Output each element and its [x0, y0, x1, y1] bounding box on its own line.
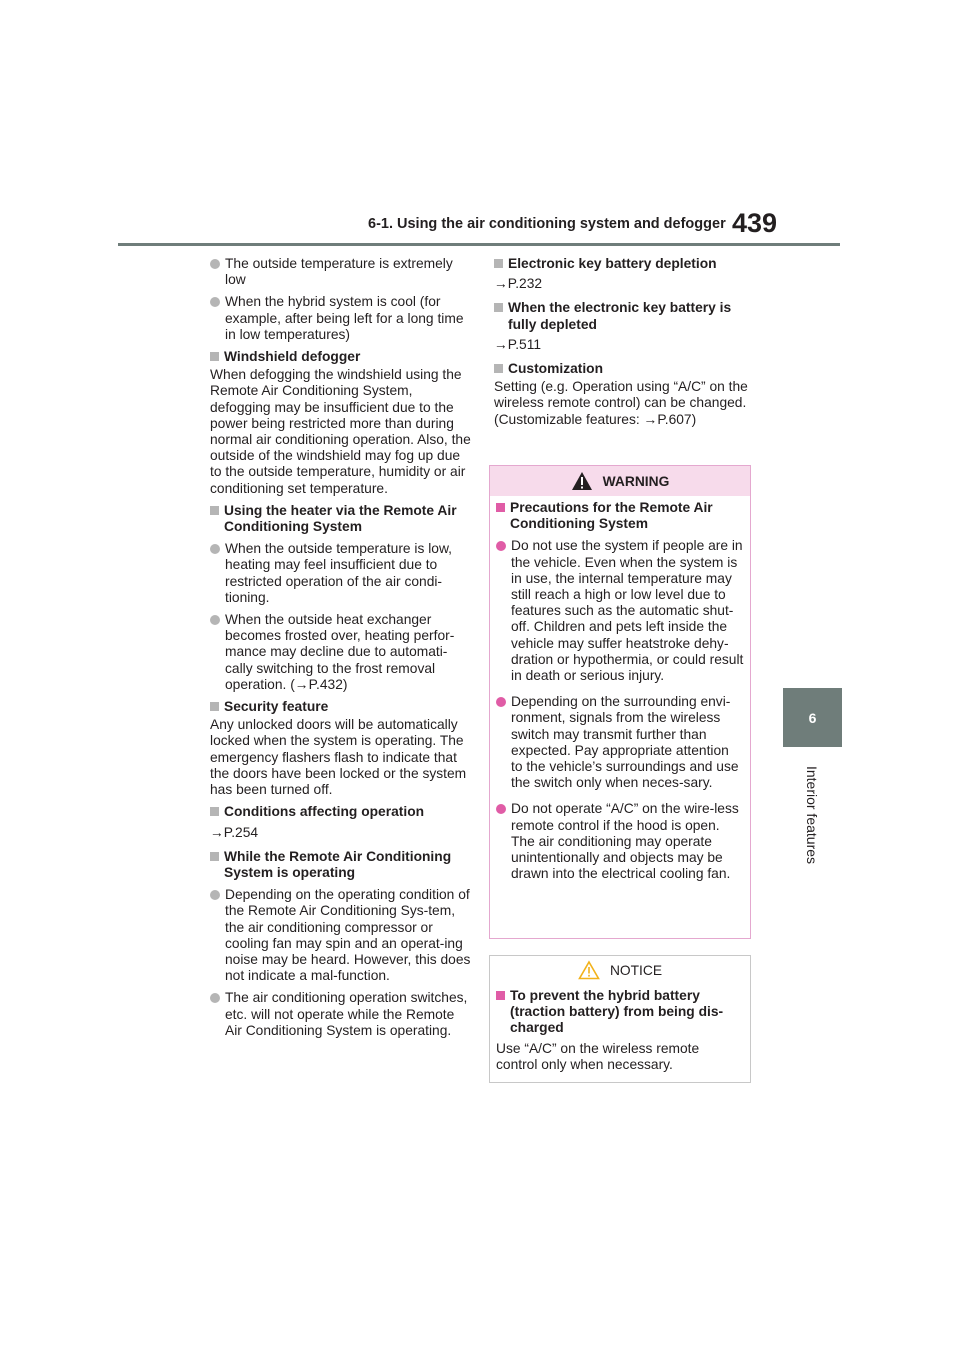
conditions-ref: →P.254 — [210, 824, 259, 840]
notice-text: Use “A/C” on the wireless remote control only when necessary. — [496, 1040, 700, 1072]
heater-heading: Using the heater via the Remote Air Conditioning System — [210, 503, 472, 535]
list-item: Do not operate “A/C” on the wire-less remote control if the hood is open. The air conditioning may operate unintentionally and objects may be drawn into the electrical cooling fan. — [496, 801, 744, 882]
left-column — [210, 256, 472, 1045]
chapter-number: 6 — [808, 709, 817, 726]
custom-heading: Customization — [494, 361, 750, 377]
battery-ref: →P.232 — [494, 276, 543, 292]
depleted-ref: →P.511 — [494, 336, 542, 352]
windshield-heading: Windshield defogger — [210, 349, 472, 365]
chapter-label: Interior features — [804, 765, 820, 865]
page-number: 439 — [732, 208, 778, 238]
list-item: The outside temperature is extremely low — [210, 256, 472, 288]
warning-header — [490, 466, 750, 496]
conditions-heading: Conditions affecting operation — [210, 804, 472, 820]
notice-heading: To prevent the hybrid battery (traction battery) from being dis-charged — [496, 988, 744, 1037]
section-title: 6-1. Using the air conditioning system and defogger — [368, 216, 726, 232]
notice-box — [489, 955, 751, 1083]
notice-body — [490, 984, 750, 1073]
list-item: The air conditioning operation switches, etc. will not operate while the Remote Air Conditioning System is operating. — [210, 990, 472, 1039]
warning-body — [490, 496, 750, 882]
warning-triangle-icon — [571, 471, 593, 491]
list-item: Depending on the operating condition of the Remote Air Conditioning Sys-tem, the air conditioning compressor or cooling fan may spin and an operat-ing noise may be heard. However, this does not indicate a mal-function. — [210, 887, 472, 984]
list-item: When the hybrid system is cool (for example, after being left for a long time in low temperatures) — [210, 294, 472, 343]
list-item: When the outside temperature is low, heating may feel insufficient due to restricted operation of the air condi-tioning. — [210, 541, 472, 606]
depleted-heading: When the electronic key battery is fully depleted — [494, 300, 750, 332]
warning-heading: Precautions for the Remote Air Conditioning System — [496, 500, 744, 532]
notice-title: NOTICE — [609, 962, 663, 978]
custom-text: Setting (e.g. Operation using “A/C” on the wireless remote control) can be changed. (Customizable features: →P.607) — [494, 379, 748, 427]
battery-heading: Electronic key battery depletion — [494, 256, 750, 272]
right-column — [494, 256, 750, 434]
warning-box — [489, 465, 751, 939]
list-item: Depending on the surrounding envi-ronment, signals from the wireless switch may transmit further than expected. Pay appropriate attention to the vehicle’s surroundings and use the switch only when neces-sary. — [496, 694, 744, 791]
warning-title: WARNING — [602, 473, 670, 489]
security-text: Any unlocked doors will be automatically locked when the system is operating. The emergency flashers flash to indicate that the doors have been locked or the system has been turned off. — [210, 717, 467, 798]
windshield-text: When defogging the windshield using the Remote Air Conditioning System, defogging may be insufficient due to the power being restricted more than during normal air conditioning operation. Also, the outside of the windshield may fog up due to the outside temperature, humidity or air conditioning set temperature. — [210, 367, 471, 496]
caution-triangle-icon — [578, 960, 600, 980]
while-heading: While the Remote Air Conditioning System is operating — [210, 849, 472, 881]
header-rule — [118, 243, 840, 246]
chapter-label-wrap — [802, 760, 822, 870]
list-item: When the outside heat exchanger becomes frosted over, heating perfor-mance may decline due to automati-cally switching to the frost removal operation. (→P.432) — [210, 612, 472, 693]
list-item: Do not use the system if people are in the vehicle. Even when the system is in use, the internal temperature may still reach a high or low level due to features such as the automatic shut-off. Children and pets left inside the vehicle may suffer heatstroke dehy-dration or hypothermia, or could result in death or serious injury. — [496, 538, 744, 684]
chapter-tab — [783, 688, 842, 747]
security-heading: Security feature — [210, 699, 472, 715]
notice-header — [490, 956, 750, 984]
